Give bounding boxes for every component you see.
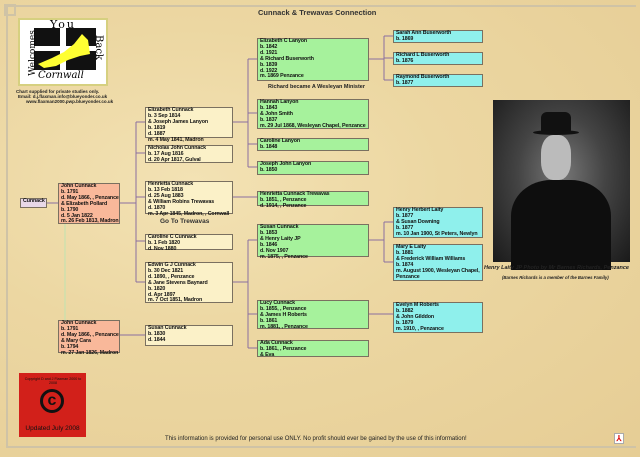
- credits-line: Chart supplied for private studies only.: [16, 89, 100, 94]
- person-detail: d. 25 Aug 1883: [148, 192, 184, 199]
- photo-henry-laity: [493, 100, 630, 262]
- person-detail: b. 30 Dec 1821: [148, 267, 184, 274]
- person-detail: d. 1887: [148, 130, 166, 137]
- person-detail: d. 1922: [260, 67, 278, 74]
- person-detail: b. 1882: [396, 307, 414, 314]
- person-name: Raymond Buserworth: [396, 74, 450, 80]
- gen1-person-box[interactable]: [58, 320, 120, 356]
- person-detail: m. 29 Jul 1868, Wesleyan Chapel, Penzance: [260, 122, 366, 129]
- person-detail: & William Robins Trewavas: [148, 198, 215, 205]
- person-detail: b. 1850: [260, 166, 278, 173]
- person-name: John Cunnack: [61, 183, 97, 189]
- person-detail: d. 1844: [148, 336, 166, 343]
- person-detail: d. Nov 1907: [260, 247, 289, 254]
- person-name: Nicholas John Cunnack: [148, 145, 206, 151]
- gen2-person-box[interactable]: [145, 181, 233, 217]
- person-name: Henrietta Cunnack: [148, 181, 194, 187]
- person-detail: b. 1869: [396, 35, 414, 42]
- updated-text: Updated July 2008: [25, 425, 80, 432]
- person-detail: b. 1837: [260, 116, 278, 123]
- person-detail: d. May 1866, , Penzance: [61, 194, 119, 201]
- person-detail: b. 1842: [260, 43, 278, 50]
- gen4-person-box[interactable]: [393, 74, 483, 87]
- person-name: Henrietta Cunnack Trewavas: [260, 191, 330, 197]
- logo-text-back: Back: [92, 35, 104, 60]
- gen3-person-box[interactable]: [257, 300, 369, 329]
- person-detail: m. 1875, , Penzance: [260, 253, 308, 260]
- gen2-person-box[interactable]: [145, 107, 233, 143]
- person-name: Elizabeth C Lanyon: [260, 38, 308, 44]
- gen4-person-box[interactable]: [393, 302, 483, 333]
- note-wesleyan-minister: Richard became A Wesleyan Minister: [268, 84, 365, 90]
- gen2-person-box[interactable]: [145, 325, 233, 346]
- person-name: Caroline C Cunnack: [148, 234, 197, 240]
- person-detail: d. Nov 1880: [148, 245, 177, 252]
- gen1-person-box[interactable]: [58, 183, 120, 224]
- person-detail: & Frederick William Williams: [396, 255, 466, 262]
- person-name: Susan Cunnack: [148, 325, 187, 331]
- person-detail: b. 1861: [260, 317, 278, 324]
- person-detail: b. 1843: [260, 104, 278, 111]
- logo-text-cornwall: Cornwall: [38, 70, 84, 81]
- person-detail: b. 1877: [396, 212, 414, 219]
- person-detail: b. 1839: [260, 61, 278, 68]
- person-detail: & Elizabeth Pollard: [61, 200, 108, 207]
- copyright-stamp: [19, 373, 86, 437]
- person-detail: m. 4 May 1841, Madron: [148, 136, 204, 143]
- gen3-person-box[interactable]: [257, 224, 369, 260]
- person-detail: & Eva: [260, 351, 275, 358]
- gen3-person-box[interactable]: [257, 38, 369, 81]
- gen3-person-box[interactable]: [257, 191, 369, 209]
- person-detail: b. 1855, , Penzance: [260, 305, 307, 312]
- credits-website[interactable]: www.flaxman2000.pwp.blueyonder.co.uk: [26, 99, 114, 104]
- person-detail: b. 1851, , Penzance: [260, 196, 307, 203]
- person-detail: d. 1870: [148, 204, 166, 211]
- person-name: Ada Cunnack: [260, 340, 293, 346]
- person-detail: b. 1820: [148, 285, 166, 292]
- gen4-person-box[interactable]: [393, 52, 483, 65]
- person-detail: m. 1869 Penzance: [260, 73, 304, 80]
- person-detail: m. 10 Jan 1900, St Peters, Newlyn: [396, 230, 478, 237]
- person-detail: d. 1921: [260, 49, 278, 56]
- person-name: Mary E Laity: [396, 244, 427, 250]
- gen4-person-box[interactable]: [393, 207, 483, 238]
- credits-email[interactable]: Email: d.j.flaxman.info@blueyonder.co.uk: [18, 94, 108, 99]
- person-detail: b. 1861, , Penzance: [260, 345, 307, 352]
- footer-disclaimer: This information is provided for personal use ONLY. No profit should ever be gained by the use of this information!: [165, 436, 467, 442]
- person-detail: & Susan Downing: [396, 218, 440, 225]
- person-name: Evelyn M Roberts: [396, 302, 439, 308]
- person-detail: b. 1853: [260, 229, 278, 236]
- person-name: John Cunnack: [61, 320, 97, 326]
- person-detail: d. May 1866, , Penzance: [61, 331, 119, 338]
- gen3-person-box[interactable]: [257, 99, 369, 129]
- photo-caption: Henry Laity JP Photo by Mr Barnes Richards, Penzance: [484, 265, 629, 271]
- person-detail: d. 5 Jan 1822: [61, 212, 93, 219]
- person-detail: b. 1846: [260, 241, 278, 248]
- person-detail: b. 1794: [61, 343, 79, 350]
- person-name: Joseph John Lanyon: [260, 161, 312, 167]
- person-name: Hannah Lanyon: [260, 99, 299, 105]
- person-detail: & Jane Stevens Baynard: [148, 279, 208, 286]
- person-name: Caroline Lanyon: [260, 138, 300, 144]
- person-detail: m. 27 Jan 1826, Madron: [61, 349, 119, 356]
- photo-subcaption: (Barnes Richards is a member of the Barnes Family): [502, 275, 609, 280]
- person-detail: b. 1874: [396, 261, 414, 268]
- gen2-person-box[interactable]: [145, 262, 233, 303]
- person-detail: m. 1910, , Penzance: [396, 325, 444, 332]
- root-label: Cunnack: [23, 198, 45, 204]
- person-detail: b. 3 Sep 1814: [148, 112, 181, 119]
- person-name: Richard L Buserworth: [396, 52, 450, 58]
- person-detail: & James H Roberts: [260, 311, 307, 318]
- person-detail: m. 7 Oct 1851, Madron: [148, 297, 203, 304]
- person-detail: b. 1790: [61, 206, 79, 213]
- person-detail: d. 20 Apr 1817, Gulval: [148, 156, 201, 163]
- person-detail: b. 1791: [61, 325, 79, 332]
- person-name: Elizabeth Cunnack: [148, 107, 194, 113]
- root-box[interactable]: [20, 198, 47, 208]
- person-detail: b. 1 Feb 1820: [148, 239, 180, 246]
- person-detail: b. 1819: [148, 124, 166, 131]
- pdf-icon[interactable]: ⅄: [614, 433, 624, 444]
- person-detail: m. August 1900, Wesleyan Chapel,: [396, 267, 480, 274]
- person-detail: b. 1876: [396, 57, 414, 64]
- person-name: Edwin G J Cunnack: [148, 262, 196, 268]
- person-name: Lucy Cunnack: [260, 300, 296, 306]
- person-detail: m. 1881, , Penzance: [260, 323, 308, 330]
- copyright-icon: c: [40, 389, 64, 413]
- gen2-person-box[interactable]: [145, 234, 233, 250]
- person-detail: m. 3 Apr 1845, Madron, , Cornwall: [148, 210, 230, 217]
- gen3-person-box[interactable]: [257, 340, 369, 357]
- person-detail: & Mary Cara: [61, 337, 91, 344]
- person-detail: b. 1791: [61, 188, 79, 195]
- person-detail: & John Gilddon: [396, 313, 435, 320]
- gen4-person-box[interactable]: [393, 30, 483, 43]
- gen2-person-box[interactable]: [145, 145, 233, 163]
- cornwall-map-icon: [34, 30, 96, 70]
- person-detail: b. 1848: [260, 143, 278, 150]
- person-name: Henry Herbert Laity: [396, 207, 444, 213]
- person-detail: b. 13 Feb 1818: [148, 186, 183, 193]
- person-detail: & Henry Laity JP: [260, 235, 301, 242]
- person-detail: b. 1879: [396, 319, 414, 326]
- person-name: Susan Cunnack: [260, 224, 299, 230]
- person-detail: b. 17 Aug 1816: [148, 150, 184, 157]
- credits: [16, 89, 113, 104]
- go-to-trewavas-link[interactable]: Go To Trewavas: [160, 218, 210, 225]
- logo-text-you: You: [50, 18, 77, 31]
- logo-text-welcomes: Welcomes: [27, 30, 38, 76]
- person-detail: & John Smith: [260, 110, 293, 117]
- person-name: Sarah Ann Buserworth: [396, 30, 452, 36]
- gen3-person-box[interactable]: [257, 138, 369, 151]
- person-detail: m. 26 Feb 1813, Madron: [61, 218, 119, 225]
- gen4-person-box[interactable]: [393, 244, 483, 281]
- person-detail: b. 1830: [148, 330, 166, 337]
- person-detail: d. Apr 1897: [148, 291, 176, 298]
- person-detail: & Richard Buserworth: [260, 55, 314, 62]
- copyright-ring-text: Copyright D and J Flaxman 2000 to 2008: [24, 377, 82, 385]
- page-title: Cunnack & Trewavas Connection: [258, 8, 377, 17]
- logo: [18, 18, 108, 86]
- person-detail: b. 1877: [396, 79, 414, 86]
- gen3-person-box[interactable]: [257, 161, 369, 175]
- person-detail: d. 1914, , Penzance: [260, 202, 307, 209]
- person-detail: Penzance: [396, 273, 420, 280]
- person-detail: & Joseph James Lanyon: [148, 118, 209, 125]
- person-detail: b. 1877: [396, 224, 414, 231]
- person-detail: d. 1890, , Penzance: [148, 273, 195, 280]
- person-detail: b. 1881: [396, 249, 414, 256]
